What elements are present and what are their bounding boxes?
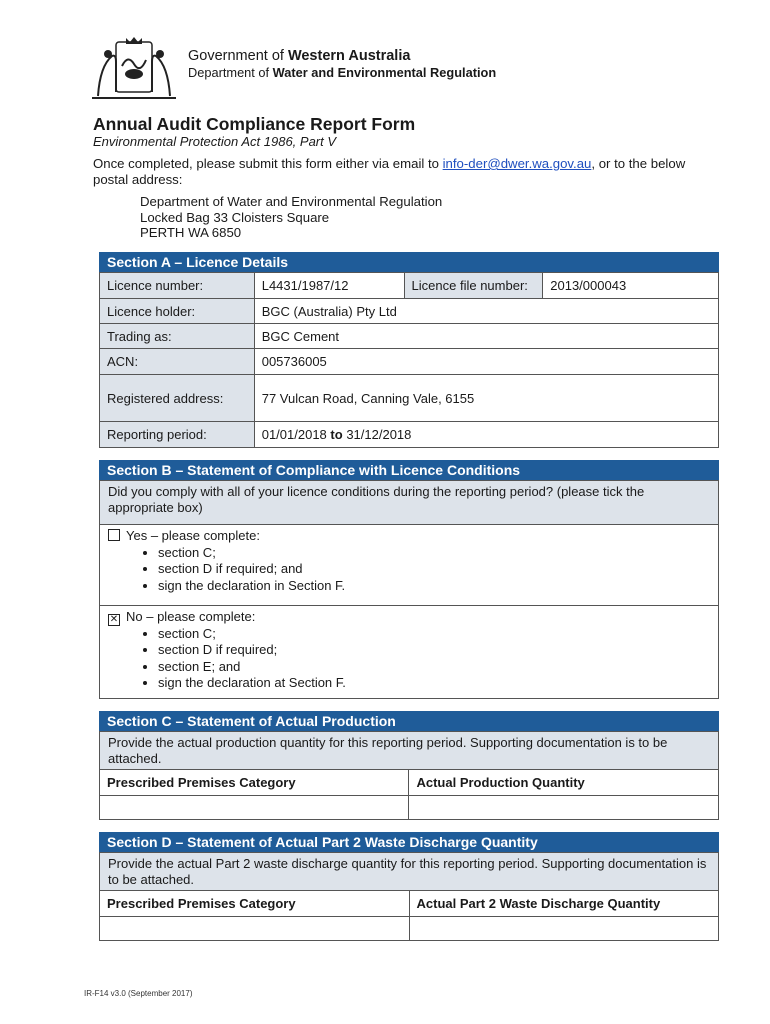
submission-instructions [93,156,693,188]
acn-label: ACN: [100,349,255,375]
discharge-instructions-text: Provide the actual Part 2 waste discharge quantity for this reporting period. Supporting documentation is to be attached. [108,856,707,887]
licence-file-number-label: Licence file number: [404,273,543,299]
production-instructions [99,731,719,770]
section-a-heading: Section A – Licence Details [99,252,719,272]
dept-title: Water and Environmental Regulation [272,65,497,80]
gov-prefix: Government of [188,48,288,64]
production-quantity-header: Actual Production Quantity [409,770,719,796]
premises-category-cell[interactable] [100,917,410,941]
department-name [188,65,496,80]
production-table [99,769,719,820]
address-line: Department of Water and Environmental Regulation [140,194,443,209]
no-list [108,626,710,692]
no-label: No – please complete: [126,609,256,624]
discharge-table [99,890,719,941]
trading-as-label: Trading as: [100,324,255,349]
intro-text: Once completed, please submit this form either via email to [93,156,443,171]
reporting-period-label: Reporting period: [100,422,255,448]
list-item: • section D if required; [158,642,710,659]
letterhead [88,36,688,106]
period-to: 31/12/2018 [346,427,412,442]
list-item: • section E; and [158,659,710,676]
list-item: • section C; [158,545,710,562]
yes-label: Yes – please complete: [126,528,260,543]
premises-category-header: Prescribed Premises Category [100,891,410,917]
premises-category-header: Prescribed Premises Category [100,770,409,796]
trading-as-field[interactable]: BGC Cement [254,324,718,349]
compliance-question: Did you comply with all of your licence conditions during the reporting period? (please tick the appropriate box) [100,481,718,524]
section-b-heading: Section B – Statement of Compliance with Licence Conditions [99,460,719,480]
form-title: Annual Audit Compliance Report Form [93,114,416,134]
wa-coat-of-arms-icon [88,36,180,102]
production-instructions-text: Provide the actual production quantity for this reporting period. Supporting documentation is to be attached. [108,735,668,766]
licence-file-number-field[interactable]: 2013/000043 [543,273,719,299]
discharge-quantity-cell[interactable] [409,917,719,941]
production-quantity-cell[interactable] [409,796,719,820]
gov-state: Western Australia [287,48,411,64]
licence-number-field[interactable]: L4431/1987/12 [254,273,404,299]
registered-address-field[interactable]: 77 Vulcan Road, Canning Vale, 6155 [254,375,718,422]
reporting-period-field[interactable] [254,422,718,448]
acn-field[interactable]: 005736005 [254,349,718,375]
premises-category-cell[interactable] [100,796,409,820]
licence-holder-field[interactable]: BGC (Australia) Pty Ltd [254,299,718,324]
list-item: • sign the declaration at Section F. [158,675,710,692]
discharge-quantity-header: Actual Part 2 Waste Discharge Quantity [409,891,719,917]
discharge-instructions [99,852,719,891]
yes-list [108,545,710,595]
form-subtitle: Environmental Protection Act 1986, Part V [93,134,337,149]
list-item: • section D if required; and [158,561,710,578]
address-line: Locked Bag 33 Cloisters Square [140,209,330,225]
yes-checkbox[interactable] [108,529,120,541]
email-link[interactable]: info-der@dwer.wa.gov.au [442,156,592,171]
section-c-heading: Section C – Statement of Actual Production [99,711,719,731]
registered-address-label: Registered address: [100,375,255,422]
no-checkbox[interactable]: ✕ [109,614,119,625]
compliance-statement-box [99,480,719,699]
intro-text-end: , or to the below postal address: [93,156,686,187]
licence-details-table [99,272,719,448]
list-item: • sign the declaration in Section F. [158,578,710,595]
form-version-footer: IR-F14 v3.0 (September 2017) [84,989,193,998]
licence-holder-label: Licence holder: [100,299,255,324]
list-item: • section C; [158,626,710,643]
no-option [100,605,718,695]
government-name [188,48,410,64]
section-d-heading: Section D – Statement of Actual Part 2 Waste Discharge Quantity [99,832,719,852]
yes-option [100,524,718,605]
postal-address [140,194,442,241]
licence-number-label: Licence number: [100,273,255,299]
period-from: 01/01/2018 [261,427,327,442]
address-line: PERTH WA 6850 [140,225,242,240]
period-to-word: to [330,427,343,442]
dept-prefix: Department of [188,65,273,80]
